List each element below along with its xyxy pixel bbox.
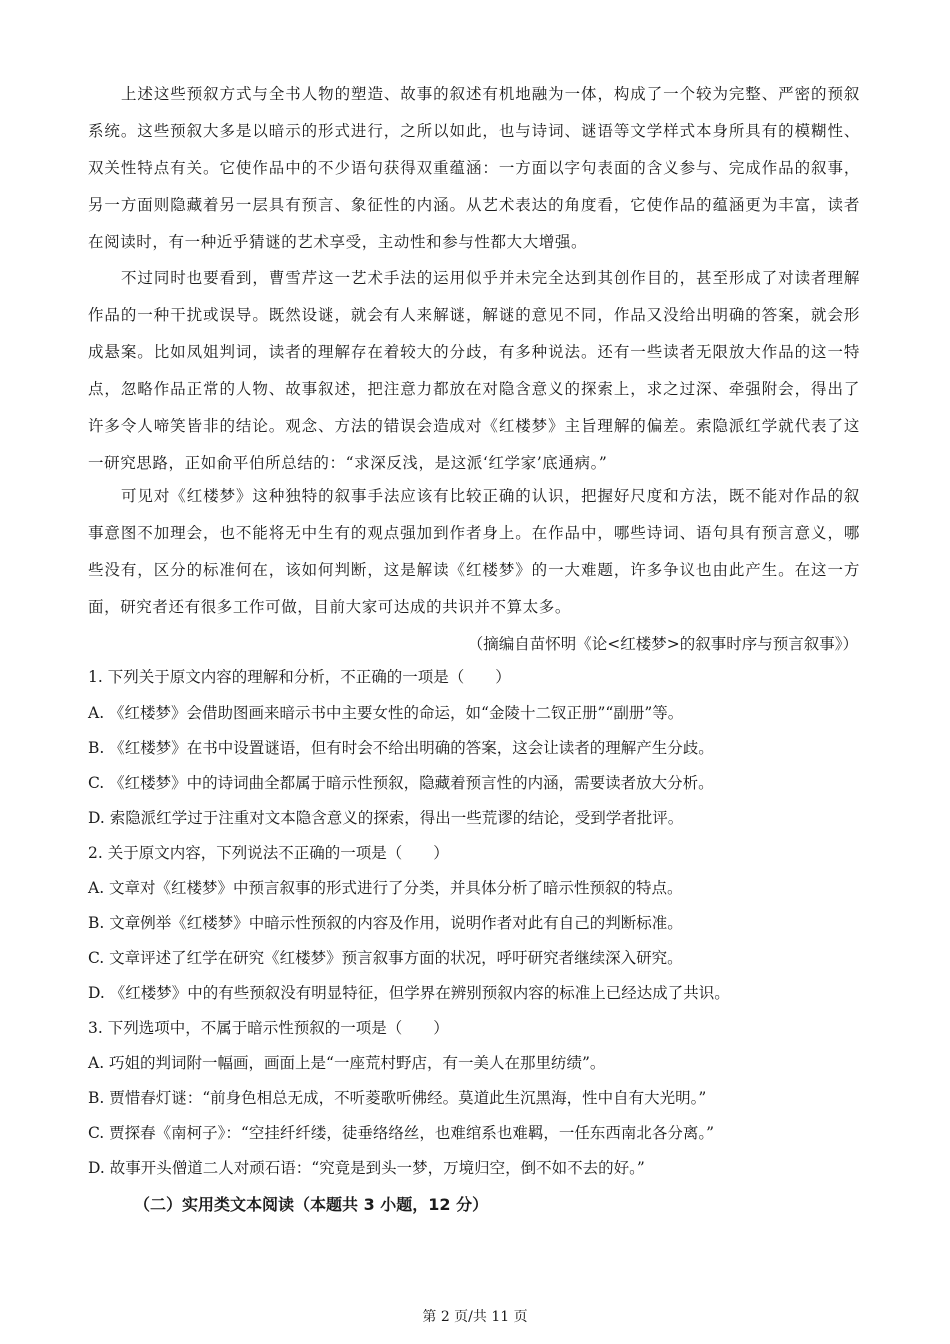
question-3-option-c: C. 贾探春《南柯子》：“空挂纤纤缕，徒垂络络丝，也难绾系也难羁，一任东西南北各分离。”	[88, 1124, 715, 1142]
question-2-option-b: B. 文章例举《红楼梦》中暗示性预叙的内容及作用，说明作者对此有自己的判断标准。	[88, 914, 683, 932]
page-footer: 第 2 页/共 11 页	[422, 1309, 528, 1325]
question-1-option-c: C. 《红楼梦》中的诗词曲全都属于暗示性预叙，隐藏着预言性的内涵，需要读者放大分析。	[88, 774, 714, 792]
paragraph-2: 不过同时也要看到，曹雪芹这一艺术手法的运用似乎并未完全达到其创作目的，甚至形成了对读者理解作品的一种干扰或误导。既然设谜，就会有人来解谜，解谜的意见不同，作品又没给出明确的答案，就会形成悬案。比如凤姐判词，读者的理解存在着较大的分歧，有多种说法。还有一些读者无限放大作品的这一特点，忽略作品正常的人物、故事叙述，把注意力都放在对隐含意义的探索上，求之过深、牵强附会，得出了许多令人啼笑皆非的结论。观念、方法的错误会造成对《红楼梦》主旨理解的偏差。索隐派红学就代表了这一研究思路，正如俞平伯所总结的：“求深反浅，是这派‘红学家’底通病。”	[88, 269, 860, 472]
question-1-option-b: B. 《红楼梦》在书中设置谜语，但有时会不给出明确的答案，这会让读者的理解产生分歧。	[88, 739, 714, 757]
question-3-option-b: B. 贾惜春灯谜：“前身色相总无成，不听菱歌听佛经。莫道此生沉黑海，性中自有大光明。”	[88, 1089, 707, 1107]
question-2-option-a: A. 文章对《红楼梦》中预言叙事的形式进行了分类，并具体分析了暗示性预叙的特点。	[88, 879, 683, 897]
question-2-option-c: C. 文章评述了红学在研究《红楼梦》预言叙事方面的状况，呼吁研究者继续深入研究。	[88, 949, 683, 967]
section-heading: （二）实用类文本阅读（本题共 3 小题，12 分）	[134, 1195, 489, 1214]
source-citation: （摘编自苗怀明《论<红楼梦>的叙事时序与预言叙事》）	[467, 635, 858, 653]
question-3-option-a: A. 巧姐的判词附一幅画，画面上是“一座荒村野店，有一美人在那里纺绩”。	[88, 1054, 606, 1072]
question-1-stem: 1. 下列关于原文内容的理解和分析，不正确的一项是（ ）	[88, 668, 511, 686]
question-1-option-a: A. 《红楼梦》会借助图画来暗示书中主要女性的命运，如“金陵十二钗正册”“副册”等。	[88, 704, 684, 722]
paragraph-3: 可见对《红楼梦》这种独特的叙事手法应该有比较正确的认识，把握好尺度和方法，既不能对作品的叙事意图不加理会，也不能将无中生有的观点强加到作者身上。在作品中，哪些诗词、语句具有预言意义，哪些没有，区分的标准何在，该如何判断，这是解读《红楼梦》的一大难题，许多争议也由此产生。在这一方面，研究者还有很多工作可做，目前大家可达成的共识并不算太多。	[88, 487, 860, 616]
question-1-option-d: D. 索隐派红学过于注重对文本隐含意义的探索，得出一些荒谬的结论，受到学者批评。	[88, 809, 684, 827]
question-2-option-d: D. 《红楼梦》中的有些预叙没有明显特征，但学界在辨别预叙内容的标准上已经达成了共识。	[88, 984, 730, 1002]
paragraph-1: 上述这些预叙方式与全书人物的塑造、故事的叙述有机地融为一体，构成了一个较为完整、严密的预叙系统。这些预叙大多是以暗示的形式进行，之所以如此，也与诗词、谜语等文学样式本身所具有的模糊性、双关性特点有关。它使作品中的不少语句获得双重蕴涵：一方面以字句表面的含义参与、完成作品的叙事，另一方面则隐藏着另一层具有预言、象征性的内涵。从艺术表达的角度看，它使作品的蕴涵更为丰富，读者在阅读时，有一种近乎猜谜的艺术享受，主动性和参与性都大大增强。	[88, 85, 860, 251]
question-2-stem: 2. 关于原文内容，下列说法不正确的一项是（ ）	[88, 844, 449, 862]
question-3-option-d: D. 故事开头僧道二人对顽石语：“究竟是到头一梦，万境归空，倒不如不去的好。”	[88, 1159, 645, 1177]
question-3-stem: 3. 下列选项中，不属于暗示性预叙的一项是（ ）	[88, 1019, 449, 1037]
